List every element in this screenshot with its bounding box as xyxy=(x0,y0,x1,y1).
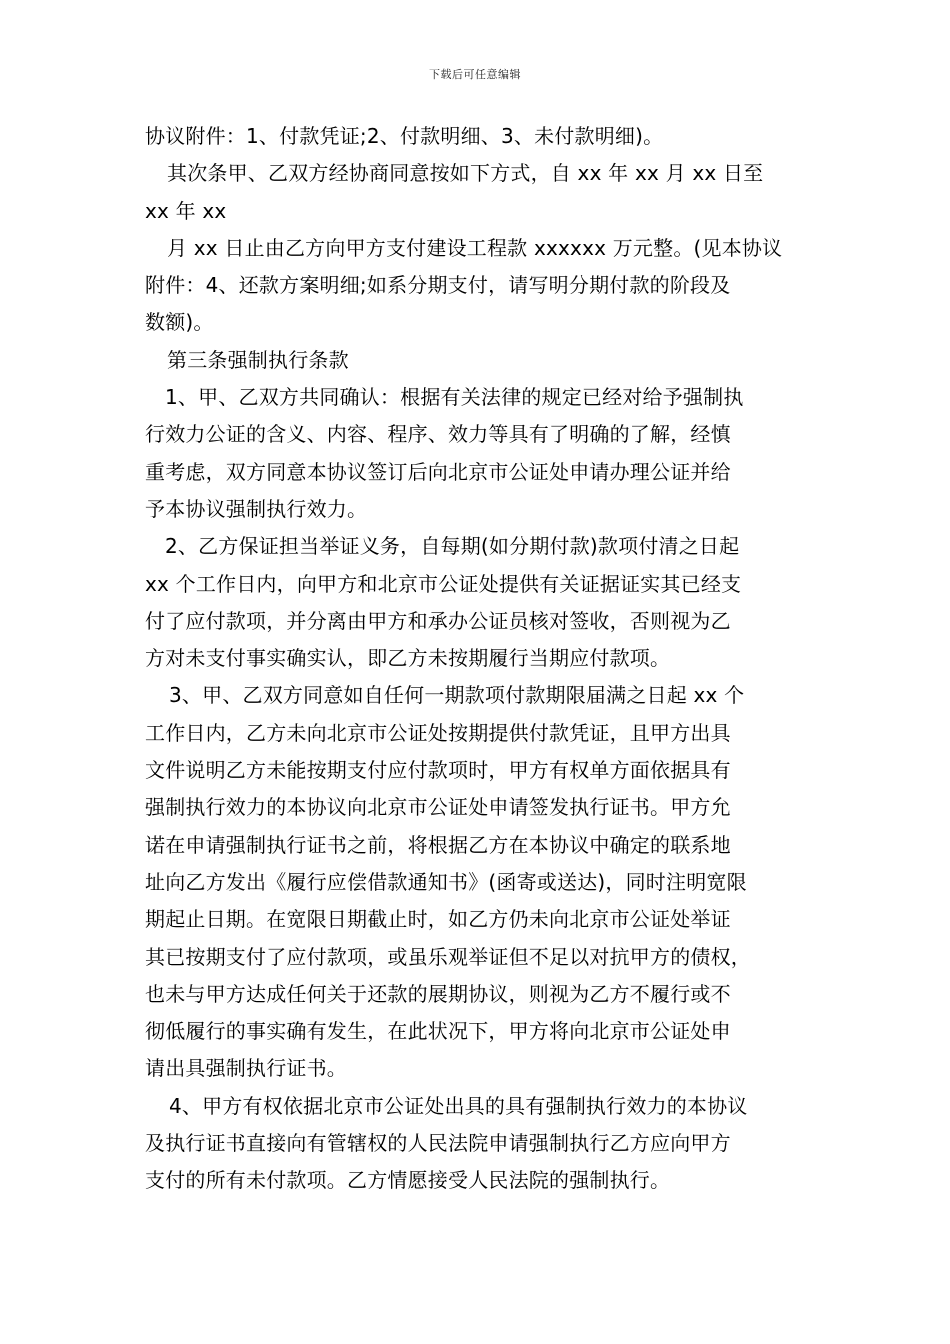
paragraph-line: 付了应付款项，并分离由甲方和承办公证员核对签收，否则视为乙 xyxy=(145,608,731,633)
paragraph-line: 其已按期支付了应付款项，或虽乐观举证但不足以对抗甲方的债权， xyxy=(145,944,751,969)
paragraph-line: 附件：4、还款方案明细;如系分期支付，请写明分期付款的阶段及 xyxy=(145,273,731,298)
paragraph-line: 彻低履行的事实确有发生，在此状况下，甲方将向北京市公证处申 xyxy=(145,1019,731,1044)
paragraph-line: 月 xx 日止由乙方向甲方支付建设工程款 xxxxxx 万元整。(见本协议 xyxy=(167,235,783,260)
paragraph-line: 工作日内，乙方未向北京市公证处按期提供付款凭证，且甲方出具 xyxy=(145,720,731,745)
paragraph-line: 4、甲方有权依据北京市公证处出具的具有强制执行效力的本协议 xyxy=(169,1093,748,1118)
paragraph-line: 支付的所有未付款项。乙方情愿接受人民法院的强制执行。 xyxy=(145,1168,671,1193)
paragraph-line: 方对未支付事实确实认，即乙方未按期履行当期应付款项。 xyxy=(145,646,671,671)
paragraph-line: 协议附件：1、付款凭证;2、付款明细、3、未付款明细)。 xyxy=(145,124,664,148)
paragraph-line: 2、乙方保证担当举证义务，自每期(如分期付款)款项付清之日起 xyxy=(165,534,740,559)
paragraph-line: 诺在申请强制执行证书之前，将根据乙方在本协议中确定的联系地 xyxy=(145,832,731,857)
paragraph-line: 数额)。 xyxy=(145,310,214,335)
header-note: 下载后可任意编辑 xyxy=(429,68,521,81)
section-heading: 第三条强制执行条款 xyxy=(167,347,349,372)
paragraph-line: 3、甲、乙双方同意如自任何一期款项付款期限届满之日起 xx 个 xyxy=(169,683,745,708)
document-body xyxy=(145,118,813,1200)
paragraph-line: 1、甲、乙双方共同确认：根据有关法律的规定已经对给予强制执 xyxy=(165,385,744,410)
paragraph-line: 行效力公证的含义、内容、程序、效力等具有了明确的了解，经慎 xyxy=(145,422,731,447)
paragraph-line: 文件说明乙方未能按期支付应付款项时，甲方有权单方面依据具有 xyxy=(145,758,731,783)
paragraph-line: 期起止日期。在宽限日期截止时，如乙方仍未向北京市公证处举证 xyxy=(145,907,731,932)
paragraph-line: xx 年 xx xyxy=(145,198,227,223)
paragraph-line: xx 个工作日内，向甲方和北京市公证处提供有关证据证实其已经支 xyxy=(145,571,742,596)
paragraph-line: 予本协议强制执行效力。 xyxy=(145,496,368,521)
paragraph-line: 及执行证书直接向有管辖权的人民法院申请强制执行乙方应向甲方 xyxy=(145,1131,731,1156)
paragraph-line: 请出具强制执行证书。 xyxy=(145,1056,347,1081)
paragraph-line: 重考虑，双方同意本协议签订后向北京市公证处申请办理公证并给 xyxy=(145,459,731,484)
paragraph-line: 其次条甲、乙双方经协商同意按如下方式，自 xx 年 xx 月 xx 日至 xyxy=(167,161,764,186)
paragraph-line: 强制执行效力的本协议向北京市公证处申请签发执行证书。甲方允 xyxy=(145,795,731,820)
paragraph-line: 址向乙方发出《履行应偿借款通知书》(函寄或送达)，同时注明宽限 xyxy=(145,869,747,894)
paragraph-line: 也未与甲方达成任何关于还款的展期协议，则视为乙方不履行或不 xyxy=(145,981,731,1006)
